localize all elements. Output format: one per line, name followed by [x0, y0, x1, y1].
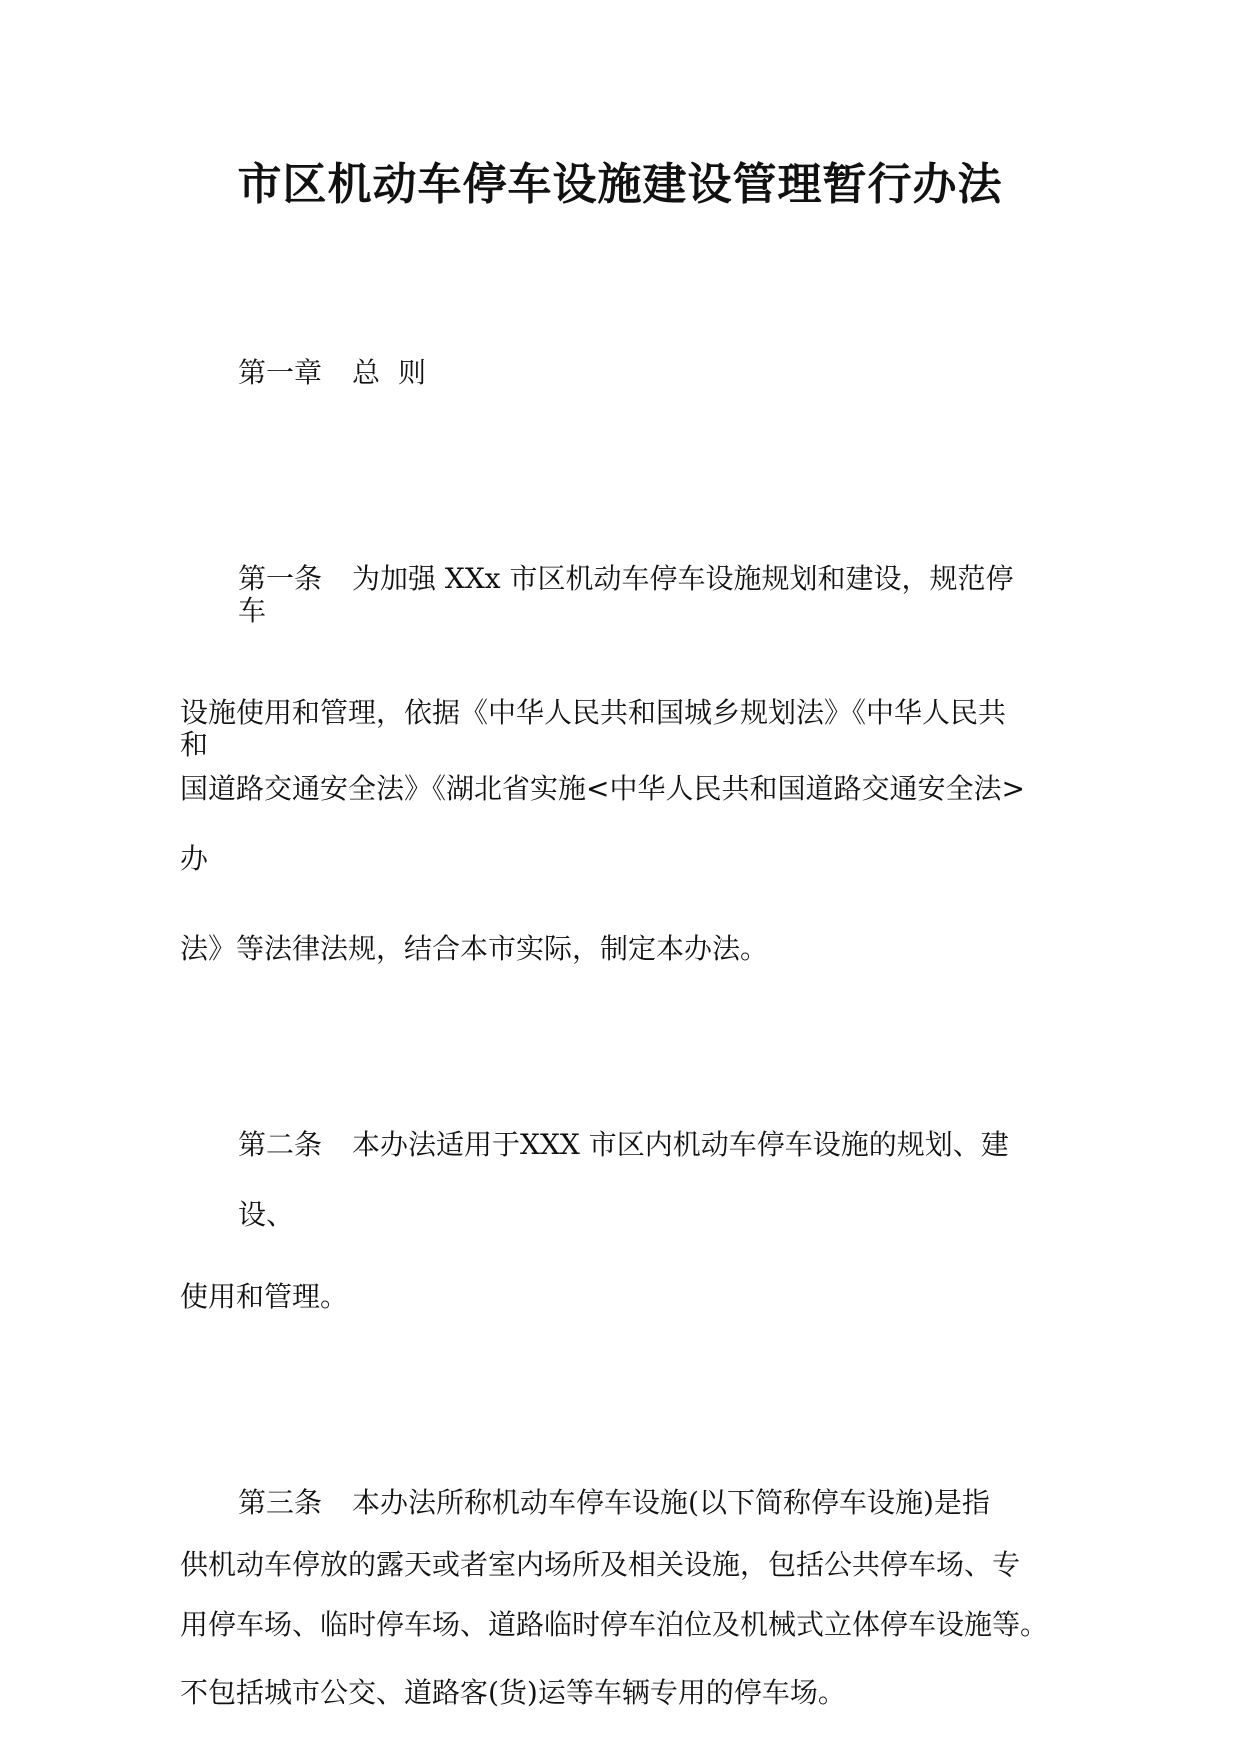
article3-line3: 用停车场、临时停车场、道路临时停车泊位及机械式立体停车设施等。	[180, 1608, 1049, 1641]
article3-first-line	[238, 1486, 990, 1520]
article2-line1-text: 本办法适用于XXX 市区内机动车停车设施的规划、建	[352, 1128, 1009, 1161]
chapter-name-part2: 则	[398, 356, 427, 389]
article1-label: 第一条	[238, 562, 323, 595]
article3-line2: 供机动车停放的露天或者室内场所及相关设施，包括公共停车场、专	[180, 1548, 1021, 1581]
article1-line4: 办	[180, 842, 209, 875]
article2-line3: 使用和管理。	[180, 1280, 349, 1313]
chapter-heading	[238, 356, 426, 390]
article1-line2-wrap: 和	[180, 728, 209, 761]
article3-label: 第三条	[238, 1486, 323, 1519]
article2-label: 第二条	[238, 1128, 323, 1161]
article1-line5: 法》等法律法规，结合本市实际，制定本办法。	[180, 932, 769, 965]
article1-line3: 国道路交通安全法》《湖北省实施<中华人民共和国道路交通安全法>	[180, 772, 1025, 805]
article1-line1-text: 为加强 XXx 市区机动车停车设施规划和建设，规范停	[352, 562, 1014, 595]
article2-first-line	[238, 1128, 1009, 1162]
article1-line1-wrap: 车	[238, 594, 267, 627]
article1-line2: 设施使用和管理，依据《中华人民共和国城乡规划法》《中华人民共	[180, 696, 1007, 729]
chapter-label: 第一章	[238, 356, 323, 389]
article1-first-line	[238, 562, 1013, 596]
document-title: 市区机动车停车设施建设管理暂行办法	[237, 159, 1003, 210]
chapter-name-part1: 总	[352, 356, 381, 389]
article2-line2: 设、	[238, 1198, 295, 1231]
article3-line4: 不包括城市公交、道路客(货)运等车辆专用的停车场。	[180, 1676, 846, 1709]
article3-line1-text: 本办法所称机动车停车设施(以下简称停车设施)是指	[352, 1486, 990, 1519]
